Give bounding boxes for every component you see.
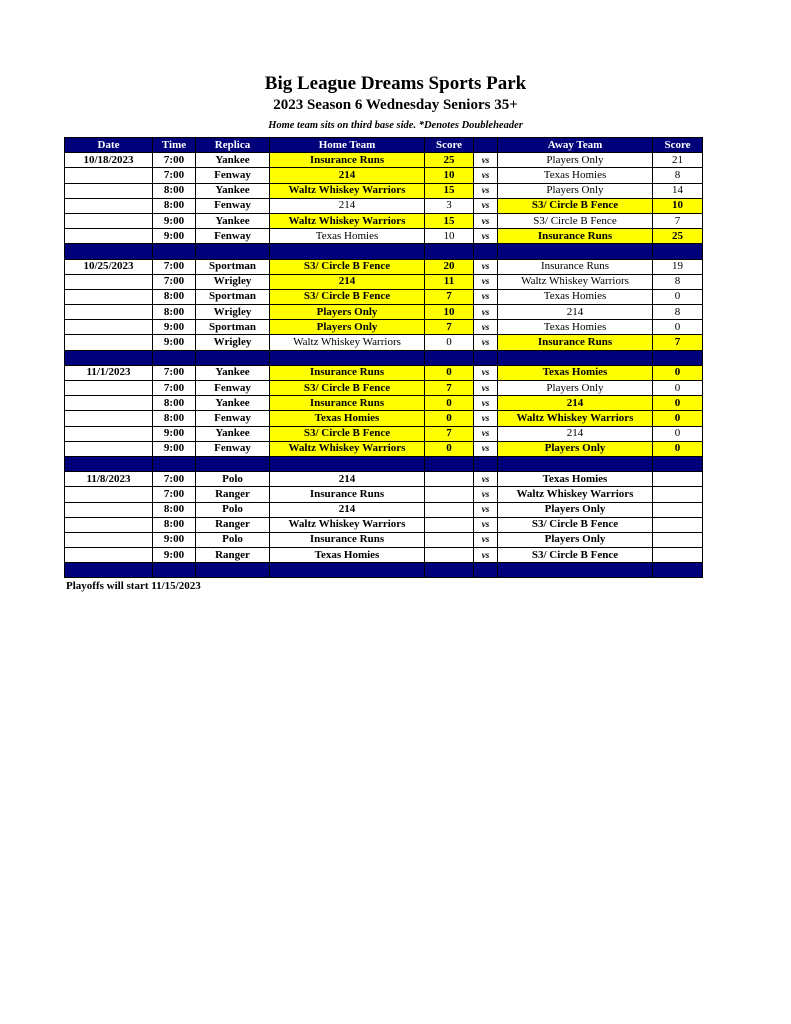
cell-away-score: 25	[653, 229, 703, 244]
week-separator-row	[65, 456, 703, 471]
table-row	[65, 517, 703, 532]
cell-home-score	[425, 502, 474, 517]
cell-home-score: 0	[425, 396, 474, 411]
cell-home-score: 15	[425, 183, 474, 198]
cell-home-team: 214	[270, 168, 425, 183]
col-header-home-score: Score	[425, 138, 474, 153]
separator-cell	[653, 456, 703, 471]
cell-vs: vs	[474, 153, 498, 168]
cell-away-score	[653, 502, 703, 517]
cell-vs: vs	[474, 259, 498, 274]
separator-cell	[653, 350, 703, 365]
cell-replica: Fenway	[196, 229, 270, 244]
cell-time: 8:00	[153, 502, 196, 517]
cell-replica: Sportman	[196, 289, 270, 304]
cell-home-score: 7	[425, 289, 474, 304]
table-row	[65, 213, 703, 228]
cell-home-score: 7	[425, 381, 474, 396]
cell-away-team: Insurance Runs	[498, 229, 653, 244]
cell-home-score: 0	[425, 411, 474, 426]
separator-cell	[425, 456, 474, 471]
cell-away-team: Players Only	[498, 441, 653, 456]
cell-home-team: Texas Homies	[270, 548, 425, 563]
col-header-date: Date	[65, 138, 153, 153]
cell-home-team: 214	[270, 274, 425, 289]
col-header-home-team: Home Team	[270, 138, 425, 153]
cell-away-team: Texas Homies	[498, 472, 653, 487]
cell-vs: vs	[474, 487, 498, 502]
cell-away-score: 7	[653, 213, 703, 228]
cell-away-score: 10	[653, 198, 703, 213]
cell-vs: vs	[474, 517, 498, 532]
separator-cell	[498, 456, 653, 471]
cell-away-score: 0	[653, 441, 703, 456]
separator-cell	[153, 563, 196, 578]
cell-time: 8:00	[153, 198, 196, 213]
cell-replica: Yankee	[196, 153, 270, 168]
table-row	[65, 335, 703, 350]
cell-away-score: 0	[653, 381, 703, 396]
week-separator-row	[65, 563, 703, 578]
cell-replica: Ranger	[196, 517, 270, 532]
separator-cell	[196, 350, 270, 365]
table-row	[65, 274, 703, 289]
cell-away-score: 0	[653, 411, 703, 426]
cell-vs: vs	[474, 168, 498, 183]
cell-replica: Fenway	[196, 381, 270, 396]
cell-home-team: Waltz Whiskey Warriors	[270, 335, 425, 350]
cell-away-team: Players Only	[498, 502, 653, 517]
separator-cell	[425, 244, 474, 259]
cell-away-score: 8	[653, 274, 703, 289]
cell-replica: Polo	[196, 502, 270, 517]
cell-time: 7:00	[153, 259, 196, 274]
cell-away-score: 8	[653, 305, 703, 320]
cell-away-team: Texas Homies	[498, 289, 653, 304]
col-header-vs	[474, 138, 498, 153]
cell-replica: Wrigley	[196, 305, 270, 320]
week-separator-row	[65, 350, 703, 365]
cell-away-score: 0	[653, 365, 703, 380]
cell-date: 11/1/2023	[65, 365, 153, 380]
cell-home-score: 10	[425, 305, 474, 320]
cell-away-team: Players Only	[498, 381, 653, 396]
separator-cell	[270, 350, 425, 365]
cell-vs: vs	[474, 289, 498, 304]
cell-date	[65, 411, 153, 426]
cell-away-team: 214	[498, 426, 653, 441]
cell-away-score	[653, 517, 703, 532]
table-row	[65, 532, 703, 547]
cell-away-score	[653, 472, 703, 487]
cell-away-team: Waltz Whiskey Warriors	[498, 487, 653, 502]
cell-away-team: S3/ Circle B Fence	[498, 548, 653, 563]
cell-time: 7:00	[153, 274, 196, 289]
cell-home-team: S3/ Circle B Fence	[270, 289, 425, 304]
cell-date	[65, 487, 153, 502]
cell-away-score: 0	[653, 289, 703, 304]
cell-replica: Yankee	[196, 426, 270, 441]
table-row	[65, 381, 703, 396]
cell-date	[65, 381, 153, 396]
cell-home-score: 20	[425, 259, 474, 274]
cell-time: 7:00	[153, 381, 196, 396]
cell-away-team: Insurance Runs	[498, 259, 653, 274]
separator-cell	[474, 350, 498, 365]
cell-date: 10/25/2023	[65, 259, 153, 274]
cell-vs: vs	[474, 213, 498, 228]
table-row	[65, 259, 703, 274]
cell-date	[65, 548, 153, 563]
cell-replica: Ranger	[196, 487, 270, 502]
table-row	[65, 289, 703, 304]
schedule-body	[65, 153, 703, 578]
cell-home-team: Waltz Whiskey Warriors	[270, 517, 425, 532]
cell-home-team: Waltz Whiskey Warriors	[270, 183, 425, 198]
cell-home-team: Texas Homies	[270, 229, 425, 244]
col-header-replica: Replica	[196, 138, 270, 153]
cell-home-team: Players Only	[270, 320, 425, 335]
cell-away-score: 0	[653, 320, 703, 335]
table-row	[65, 153, 703, 168]
cell-time: 9:00	[153, 213, 196, 228]
cell-replica: Polo	[196, 472, 270, 487]
cell-time: 9:00	[153, 335, 196, 350]
cell-home-team: Insurance Runs	[270, 365, 425, 380]
page-subtitle: 2023 Season 6 Wednesday Seniors 35+	[273, 97, 518, 113]
cell-vs: vs	[474, 335, 498, 350]
cell-date	[65, 335, 153, 350]
cell-home-score: 25	[425, 153, 474, 168]
cell-away-team: Texas Homies	[498, 168, 653, 183]
cell-replica: Yankee	[196, 183, 270, 198]
cell-replica: Yankee	[196, 396, 270, 411]
separator-cell	[65, 244, 153, 259]
table-row	[65, 168, 703, 183]
separator-cell	[653, 244, 703, 259]
separator-cell	[270, 244, 425, 259]
cell-replica: Fenway	[196, 198, 270, 213]
cell-date	[65, 320, 153, 335]
cell-home-team: 214	[270, 502, 425, 517]
cell-time: 8:00	[153, 289, 196, 304]
cell-replica: Fenway	[196, 168, 270, 183]
separator-cell	[270, 456, 425, 471]
cell-date	[65, 532, 153, 547]
cell-home-team: 214	[270, 472, 425, 487]
table-row	[65, 487, 703, 502]
cell-vs: vs	[474, 274, 498, 289]
cell-replica: Yankee	[196, 365, 270, 380]
schedule-table	[64, 137, 703, 578]
separator-cell	[153, 350, 196, 365]
separator-cell	[270, 563, 425, 578]
cell-vs: vs	[474, 532, 498, 547]
table-row	[65, 365, 703, 380]
cell-home-score	[425, 532, 474, 547]
cell-home-score	[425, 487, 474, 502]
cell-home-score	[425, 517, 474, 532]
cell-home-score: 7	[425, 320, 474, 335]
separator-cell	[65, 350, 153, 365]
cell-away-team: Players Only	[498, 153, 653, 168]
cell-replica: Wrigley	[196, 274, 270, 289]
cell-vs: vs	[474, 502, 498, 517]
cell-home-team: Texas Homies	[270, 411, 425, 426]
cell-time: 8:00	[153, 305, 196, 320]
cell-date	[65, 168, 153, 183]
table-row	[65, 548, 703, 563]
separator-cell	[498, 563, 653, 578]
cell-home-score: 0	[425, 335, 474, 350]
cell-home-score: 0	[425, 441, 474, 456]
cell-time: 8:00	[153, 411, 196, 426]
table-row	[65, 396, 703, 411]
cell-home-score: 3	[425, 198, 474, 213]
cell-home-team: Insurance Runs	[270, 396, 425, 411]
cell-home-score: 11	[425, 274, 474, 289]
separator-cell	[498, 244, 653, 259]
cell-date	[65, 441, 153, 456]
cell-home-team: S3/ Circle B Fence	[270, 259, 425, 274]
cell-time: 9:00	[153, 229, 196, 244]
cell-vs: vs	[474, 305, 498, 320]
col-header-away-team: Away Team	[498, 138, 653, 153]
cell-replica: Ranger	[196, 548, 270, 563]
cell-date	[65, 198, 153, 213]
cell-date	[65, 229, 153, 244]
cell-home-team: S3/ Circle B Fence	[270, 381, 425, 396]
cell-home-team: Waltz Whiskey Warriors	[270, 441, 425, 456]
separator-cell	[474, 456, 498, 471]
cell-away-score	[653, 532, 703, 547]
cell-replica: Yankee	[196, 213, 270, 228]
table-row	[65, 305, 703, 320]
cell-away-team: S3/ Circle B Fence	[498, 213, 653, 228]
cell-home-team: S3/ Circle B Fence	[270, 426, 425, 441]
cell-away-team: S3/ Circle B Fence	[498, 198, 653, 213]
cell-away-team: Insurance Runs	[498, 335, 653, 350]
cell-away-score: 8	[653, 168, 703, 183]
cell-vs: vs	[474, 320, 498, 335]
cell-time: 9:00	[153, 548, 196, 563]
cell-date	[65, 305, 153, 320]
cell-time: 7:00	[153, 487, 196, 502]
separator-cell	[474, 244, 498, 259]
cell-time: 7:00	[153, 153, 196, 168]
cell-away-score	[653, 548, 703, 563]
cell-home-team: Insurance Runs	[270, 487, 425, 502]
cell-away-score: 0	[653, 426, 703, 441]
table-row	[65, 441, 703, 456]
table-row	[65, 502, 703, 517]
separator-cell	[153, 244, 196, 259]
cell-home-score: 0	[425, 365, 474, 380]
cell-time: 9:00	[153, 441, 196, 456]
cell-away-score: 21	[653, 153, 703, 168]
cell-replica: Polo	[196, 532, 270, 547]
cell-vs: vs	[474, 426, 498, 441]
cell-replica: Wrigley	[196, 335, 270, 350]
cell-away-team: 214	[498, 396, 653, 411]
cell-date	[65, 517, 153, 532]
page-title: Big League Dreams Sports Park	[264, 73, 527, 94]
cell-home-score: 15	[425, 213, 474, 228]
cell-vs: vs	[474, 183, 498, 198]
cell-replica: Sportman	[196, 320, 270, 335]
table-row	[65, 229, 703, 244]
cell-vs: vs	[474, 365, 498, 380]
cell-home-score: 7	[425, 426, 474, 441]
cell-date	[65, 396, 153, 411]
separator-cell	[65, 563, 153, 578]
separator-cell	[196, 244, 270, 259]
cell-vs: vs	[474, 411, 498, 426]
cell-away-team: 214	[498, 305, 653, 320]
cell-away-score: 14	[653, 183, 703, 198]
cell-vs: vs	[474, 198, 498, 213]
table-header-row	[65, 138, 703, 153]
cell-home-score	[425, 472, 474, 487]
cell-home-team: Players Only	[270, 305, 425, 320]
cell-time: 7:00	[153, 168, 196, 183]
cell-date	[65, 213, 153, 228]
cell-date	[65, 502, 153, 517]
cell-vs: vs	[474, 396, 498, 411]
separator-cell	[153, 456, 196, 471]
cell-vs: vs	[474, 381, 498, 396]
cell-away-score: 19	[653, 259, 703, 274]
col-header-away-score: Score	[653, 138, 703, 153]
cell-time: 8:00	[153, 517, 196, 532]
col-header-time: Time	[153, 138, 196, 153]
table-row	[65, 320, 703, 335]
cell-away-score	[653, 487, 703, 502]
table-row	[65, 411, 703, 426]
cell-away-team: Texas Homies	[498, 365, 653, 380]
cell-away-score: 7	[653, 335, 703, 350]
cell-away-team: S3/ Circle B Fence	[498, 517, 653, 532]
cell-home-score: 10	[425, 168, 474, 183]
cell-vs: vs	[474, 229, 498, 244]
cell-away-team: Waltz Whiskey Warriors	[498, 411, 653, 426]
cell-time: 9:00	[153, 320, 196, 335]
cell-away-team: Players Only	[498, 183, 653, 198]
cell-away-team: Texas Homies	[498, 320, 653, 335]
separator-cell	[425, 350, 474, 365]
separator-cell	[653, 563, 703, 578]
cell-home-team: 214	[270, 198, 425, 213]
cell-replica: Fenway	[196, 441, 270, 456]
cell-away-team: Players Only	[498, 532, 653, 547]
cell-time: 8:00	[153, 396, 196, 411]
table-row	[65, 198, 703, 213]
cell-home-team: Insurance Runs	[270, 532, 425, 547]
home-team-note: Home team sits on third base side. *Denotes Doubleheader	[268, 120, 523, 131]
cell-home-team: Waltz Whiskey Warriors	[270, 213, 425, 228]
cell-time: 7:00	[153, 472, 196, 487]
cell-vs: vs	[474, 441, 498, 456]
cell-vs: vs	[474, 472, 498, 487]
week-separator-row	[65, 244, 703, 259]
cell-away-team: Waltz Whiskey Warriors	[498, 274, 653, 289]
cell-time: 7:00	[153, 365, 196, 380]
separator-cell	[425, 563, 474, 578]
cell-replica: Fenway	[196, 411, 270, 426]
cell-date	[65, 426, 153, 441]
cell-away-score: 0	[653, 396, 703, 411]
cell-date: 10/18/2023	[65, 153, 153, 168]
playoffs-note: Playoffs will start 11/15/2023	[66, 580, 201, 592]
separator-cell	[498, 350, 653, 365]
cell-date	[65, 274, 153, 289]
cell-home-team: Insurance Runs	[270, 153, 425, 168]
table-row	[65, 426, 703, 441]
separator-cell	[65, 456, 153, 471]
separator-cell	[196, 563, 270, 578]
cell-time: 9:00	[153, 532, 196, 547]
cell-vs: vs	[474, 548, 498, 563]
cell-date	[65, 289, 153, 304]
cell-home-score	[425, 548, 474, 563]
cell-replica: Sportman	[196, 259, 270, 274]
separator-cell	[474, 563, 498, 578]
cell-time: 8:00	[153, 183, 196, 198]
table-row	[65, 183, 703, 198]
cell-date: 11/8/2023	[65, 472, 153, 487]
separator-cell	[196, 456, 270, 471]
cell-time: 9:00	[153, 426, 196, 441]
cell-date	[65, 183, 153, 198]
table-row	[65, 472, 703, 487]
cell-home-score: 10	[425, 229, 474, 244]
